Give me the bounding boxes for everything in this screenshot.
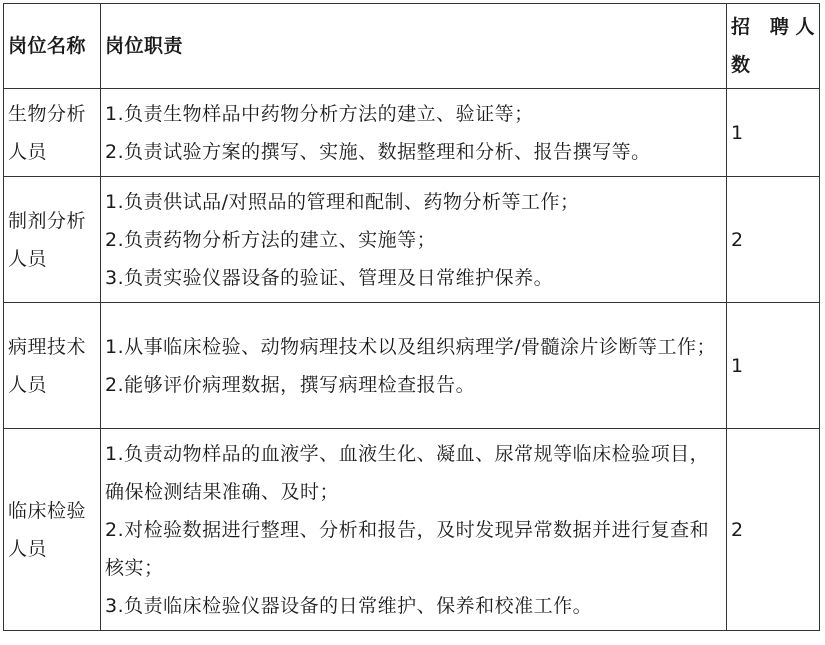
header-headcount: 招 聘人数 (727, 4, 820, 89)
position-name-cell: 制剂分析人员 (4, 177, 101, 303)
duties-cell (101, 303, 727, 429)
duties-cell (101, 429, 727, 631)
header-duties: 岗位职责 (101, 4, 727, 89)
position-name-cell: 临床检验人员 (4, 429, 101, 631)
position-name-cell: 病理技术人员 (4, 303, 101, 429)
duties-cell (101, 177, 727, 303)
duty-line: 2.能够评价病理数据，撰写病理检查报告。 (105, 373, 476, 396)
headcount-cell: 1 (727, 303, 820, 429)
header-position-name: 岗位名称 (4, 4, 101, 89)
duty-line: 1.负责动物样品的血液学、血液生化、凝血、尿常规等临床检验项目，确保检测结果准确、及时； (105, 442, 710, 503)
duty-line: 1.负责生物样品中药物分析方法的建立、验证等； (105, 102, 534, 125)
duty-line: 2.负责药物分析方法的建立、实施等； (105, 228, 437, 251)
recruitment-table (3, 3, 820, 631)
table-row (4, 89, 820, 177)
duty-line: 1.从事临床检验、动物病理技术以及组织病理学/骨髓涂片诊断等工作； (105, 335, 717, 358)
duty-line: 2.对检验数据进行整理、分析和报告，及时发现异常数据并进行复查和核实； (105, 518, 710, 579)
headcount-cell: 2 (727, 177, 820, 303)
duty-line: 1.负责供试品/对照品的管理和配制、药物分析等工作； (105, 190, 580, 213)
headcount-cell: 1 (727, 89, 820, 177)
headcount-cell: 2 (727, 429, 820, 631)
duty-line: 3.负责实验仪器设备的验证、管理及日常维护保养。 (105, 266, 554, 289)
duties-cell (101, 89, 727, 177)
table-row (4, 177, 820, 303)
position-name-cell: 生物分析人员 (4, 89, 101, 177)
duty-line: 3.负责临床检验仪器设备的日常维护、保养和校准工作。 (105, 594, 593, 617)
duty-line: 2.负责试验方案的撰写、实施、数据整理和分析、报告撰写等。 (105, 140, 651, 163)
table-header-row (4, 4, 820, 89)
table-row (4, 303, 820, 429)
table-row (4, 429, 820, 631)
